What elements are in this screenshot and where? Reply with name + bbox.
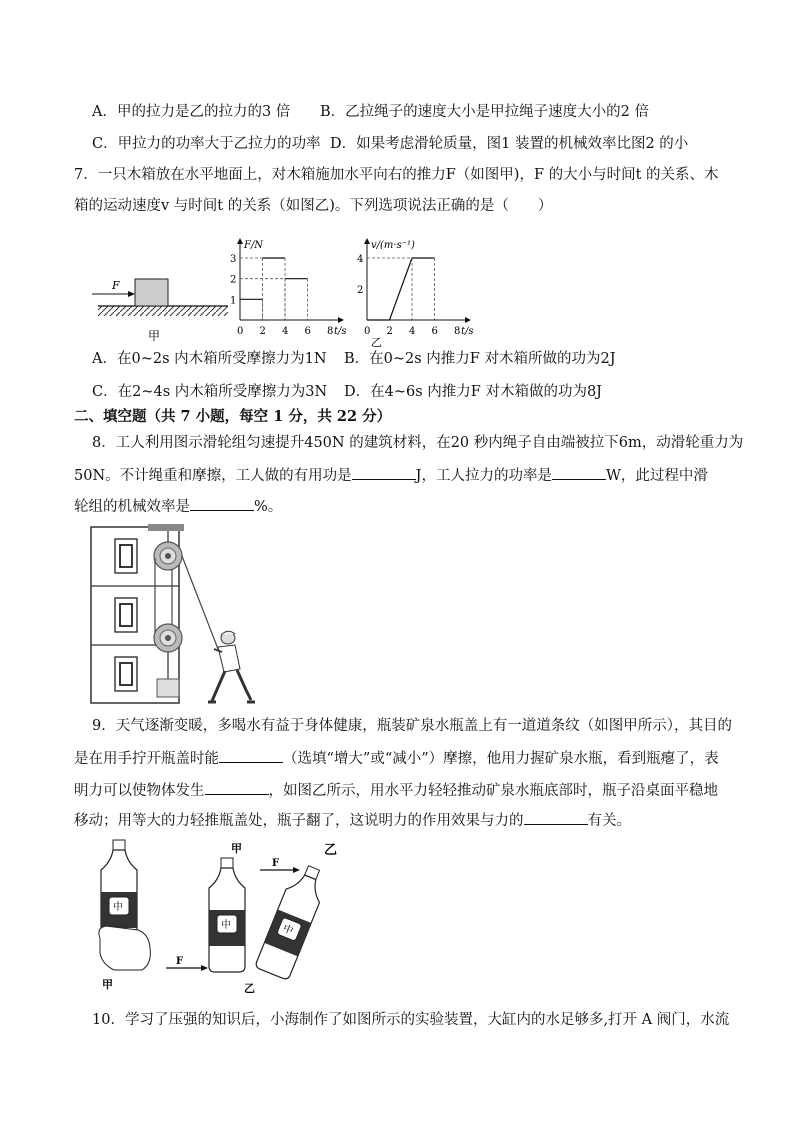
ft-x-axis-arrow	[338, 317, 344, 323]
force-label-top: F	[272, 858, 280, 869]
ft-x-tick-8: 8	[327, 326, 334, 337]
vt-y-label: v/(m·s⁻¹)	[371, 240, 415, 251]
window-outer-3	[115, 657, 137, 691]
q6-option-a: A．甲的拉力是乙的拉力的3 倍	[92, 104, 291, 120]
figure-yi-label: 乙	[371, 336, 382, 349]
box-on-ground-figure	[90, 270, 230, 350]
window-inner-2	[120, 604, 132, 626]
q7-option-c: C．在2~4s 内木箱所受摩擦力为3N	[92, 384, 328, 400]
force-label: F	[112, 279, 120, 292]
q7-option-a: A．在0~2s 内木箱所受摩擦力为1N	[92, 351, 327, 367]
q9-blank-application-point[interactable]	[524, 810, 588, 825]
ft-x-tick-2: 2	[259, 326, 266, 337]
q7-option-d: D．在4~6s 内推力F 对木箱做的功为8J	[344, 384, 602, 400]
q9-blank-deformation[interactable]	[205, 780, 269, 795]
q8-line1: 8．工人利用图示滑轮组匀速提升450N 的建筑材料，在20 秒内绳子自由端被拉下6m，动滑轮重力为	[92, 435, 744, 451]
window-inner-3	[120, 663, 132, 685]
push-arrow-bottom-head	[201, 965, 208, 971]
bottle-label-1: 中	[113, 902, 123, 913]
q9-line1: 9．天气逐渐变暖，多喝水有益于身体健康，瓶装矿泉水瓶盖上有一道道条纹（如图甲所示），其目的	[92, 718, 732, 734]
window-outer-2	[115, 598, 137, 632]
vt-x-label: t/s	[461, 326, 474, 337]
vt-x-tick-0: 0	[364, 326, 371, 337]
ft-y-tick-1: 1	[230, 295, 237, 307]
vt-x-axis-arrow	[465, 317, 471, 323]
force-label-bottom: F	[176, 956, 184, 967]
fixed-pulley-axle	[165, 553, 171, 559]
q8-line3	[74, 496, 282, 517]
figure-jia-label: 甲	[148, 329, 161, 343]
force-arrow-head	[128, 291, 135, 297]
vt-x-tick-2: 2	[386, 326, 393, 337]
force-time-chart	[225, 222, 355, 337]
q7-stem-line2: 箱的运动速度v 与时间t 的关系（如图乙)。下列选项说法正确的是（ ）	[74, 198, 553, 214]
q8-blank-power[interactable]	[552, 465, 606, 480]
q9-blank-friction[interactable]	[219, 748, 283, 763]
bottle-upright	[209, 858, 245, 972]
q8-blank-useful-work[interactable]	[352, 465, 416, 480]
velocity-time-chart	[352, 222, 482, 347]
q6-option-b: B．乙拉绳子的速度大小是甲拉绳子速度大小的2 倍	[320, 104, 649, 120]
pulley-system-figure	[88, 524, 268, 706]
bottle-tipping	[255, 861, 331, 980]
figure-yi-top: 乙	[324, 843, 338, 858]
q6-option-d: D．如果考虑滑轮质量，图1 装置的机械效率比图2 的小	[330, 136, 689, 152]
q9-line3-part2: ，如图乙所示，用水平力轻轻推动矿泉水瓶底部时，瓶子沿桌面平稳地	[268, 783, 718, 799]
section-title: 二、填空题（共 7 小题，每空 1 分，共 22 分）	[74, 408, 392, 425]
q9-line3-part1: 明力可以使物体发生	[74, 783, 205, 799]
q8-line2	[74, 465, 708, 486]
bottle-label-3: 中	[281, 923, 295, 938]
q7-stem-line1: 7．一只木箱放在水平地面上，对木箱施加水平向右的推力F（如图甲)，F 的大小与时间t 的关系、木	[74, 167, 719, 183]
window-inner-1	[120, 545, 132, 567]
q9-line2-part2: （选填“增大”或“减小”）摩擦，他用力握矿泉水瓶，看到瓶瘪了，表	[283, 751, 719, 767]
q8-line3-part2: %。	[254, 499, 283, 515]
vt-y-tick-4: 4	[357, 254, 364, 265]
q9-line4-part2: 有关。	[587, 813, 631, 829]
ft-x-tick-6: 6	[304, 326, 311, 337]
ft-y-axis-arrow	[237, 238, 243, 244]
ground-hatch	[98, 306, 228, 316]
rope-free-end	[182, 556, 218, 649]
q9-line3	[74, 780, 718, 801]
vt-y-axis-arrow	[364, 238, 370, 244]
q7-option-b: B．在0~2s 内推力F 对木箱所做的功为2J	[344, 351, 616, 367]
q9-line2-part1: 是在用手拧开瓶盖时能	[74, 751, 219, 767]
q10-line1: 10．学习了压强的知识后，小海制作了如图所示的实验装置，大缸内的水足够多,打开 A 阀门，水流	[92, 1012, 730, 1028]
figure-yi-bottom: 乙	[244, 982, 255, 995]
vt-x-tick-6: 6	[431, 326, 438, 337]
wooden-box	[135, 279, 168, 306]
movable-pulley-axle	[165, 635, 171, 641]
figure-jia-top: 甲	[231, 842, 242, 855]
vt-x-tick-8: 8	[454, 326, 461, 337]
hand-icon	[99, 926, 150, 970]
ft-x-tick-0: 0	[237, 326, 244, 337]
support-beam	[148, 524, 184, 531]
q8-line3-part1: 轮组的机械效率是	[74, 499, 190, 515]
q8-line2-part3: W，此过程中滑	[605, 468, 708, 484]
push-arrow-top-head	[293, 867, 300, 873]
vt-series-line	[367, 258, 435, 320]
q9-line4	[74, 810, 631, 831]
ft-y-label: F/N	[244, 240, 264, 251]
ft-x-tick-4: 4	[282, 326, 289, 337]
vt-y-tick-2: 2	[357, 285, 364, 296]
figure-jia-left: 甲	[102, 978, 113, 991]
q9-line4-part1: 移动；用等大的力轻推瓶盖处，瓶子翻了，这说明力的作用效果与力的	[74, 813, 524, 829]
ft-y-tick-2: 2	[230, 274, 237, 286]
q8-blank-efficiency[interactable]	[190, 496, 254, 511]
window-outer-1	[115, 539, 137, 573]
q8-line2-part2: J，工人拉力的功率是	[415, 468, 552, 484]
bottles-figure	[94, 838, 354, 996]
q9-line2	[74, 748, 719, 769]
q8-line2-part1: 50N。不计绳重和摩擦，工人做的有用功是	[74, 468, 352, 484]
q6-option-c: C．甲拉力的功率大于乙拉力的功率	[92, 136, 321, 152]
bottle-label-2: 中	[221, 920, 231, 931]
ft-x-label: t/s	[334, 326, 347, 337]
building-material-load	[157, 679, 179, 697]
vt-x-tick-4: 4	[409, 326, 416, 337]
ft-y-tick-3: 3	[230, 254, 237, 265]
